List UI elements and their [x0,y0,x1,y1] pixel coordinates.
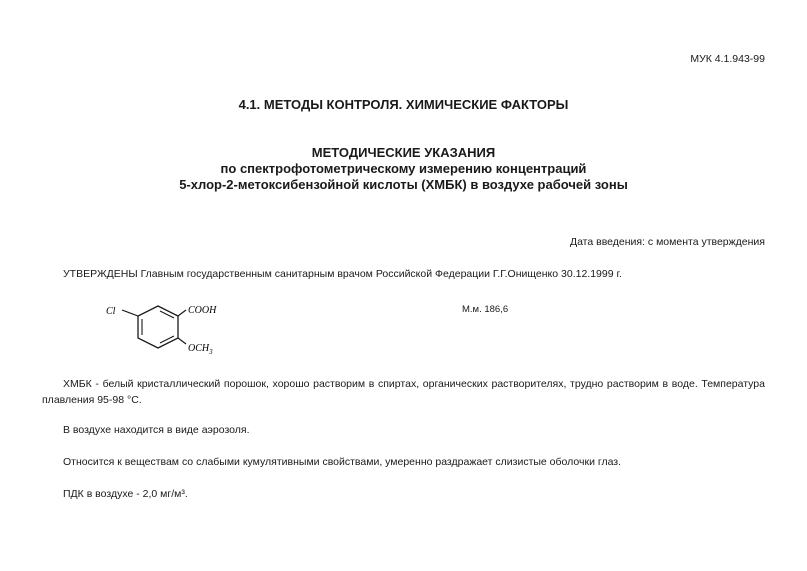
pdk-paragraph: ПДК в воздухе - 2,0 мг/м³. [63,488,188,500]
double-bond-top-right [160,311,174,318]
bond-och3 [178,338,186,344]
benzene-ring-diagram [100,298,240,368]
bond-cooh [178,310,186,316]
structural-formula [100,298,240,368]
guidelines-title-line-1: МЕТОДИЧЕСКИЕ УКАЗАНИЯ [311,145,496,160]
approval-statement: УТВЕРЖДЕНЫ Главным государственным санитарным врачом Российской Федерации Г.Г.Онищенко 30.12.1999 г. [63,268,622,280]
och3-label-main: OCH [188,343,210,354]
cl-label: Cl [106,306,116,317]
benzene-ring [138,306,178,348]
section-title: 4.1. МЕТОДЫ КОНТРОЛЯ. ХИМИЧЕСКИЕ ФАКТОРЫ [238,97,569,112]
introduction-date: Дата введения: с момента утверждения [569,236,765,248]
aerosol-paragraph: В воздухе находится в виде аэрозоля. [63,424,250,436]
guidelines-title-line-2: по спектрофотометрическому измерению концентраций [220,161,587,176]
cumulative-paragraph: Относится к веществам со слабыми кумулятивными свойствами, умеренно раздражает слизистые оболочки глаз. [63,456,622,468]
double-bond-bottom-right [160,336,174,343]
och3-label [188,343,213,356]
document-code: МУК 4.1.943-99 [690,53,765,65]
cooh-label: COOH [188,305,217,316]
guidelines-title [0,145,807,193]
bond-cl [122,310,138,316]
molar-mass: М.м. 186,6 [462,304,509,315]
description-paragraph: ХМБК - белый кристаллический порошок, хорошо растворим в спиртах, органических растворителях, трудно растворим в воде. Температура плавления 95-98 °С. [42,378,765,406]
och3-label-subscript: 3 [209,348,213,356]
guidelines-title-line-3: 5-хлор-2-метоксибензойной кислоты (ХМБК) в воздухе рабочей зоны [179,177,628,192]
